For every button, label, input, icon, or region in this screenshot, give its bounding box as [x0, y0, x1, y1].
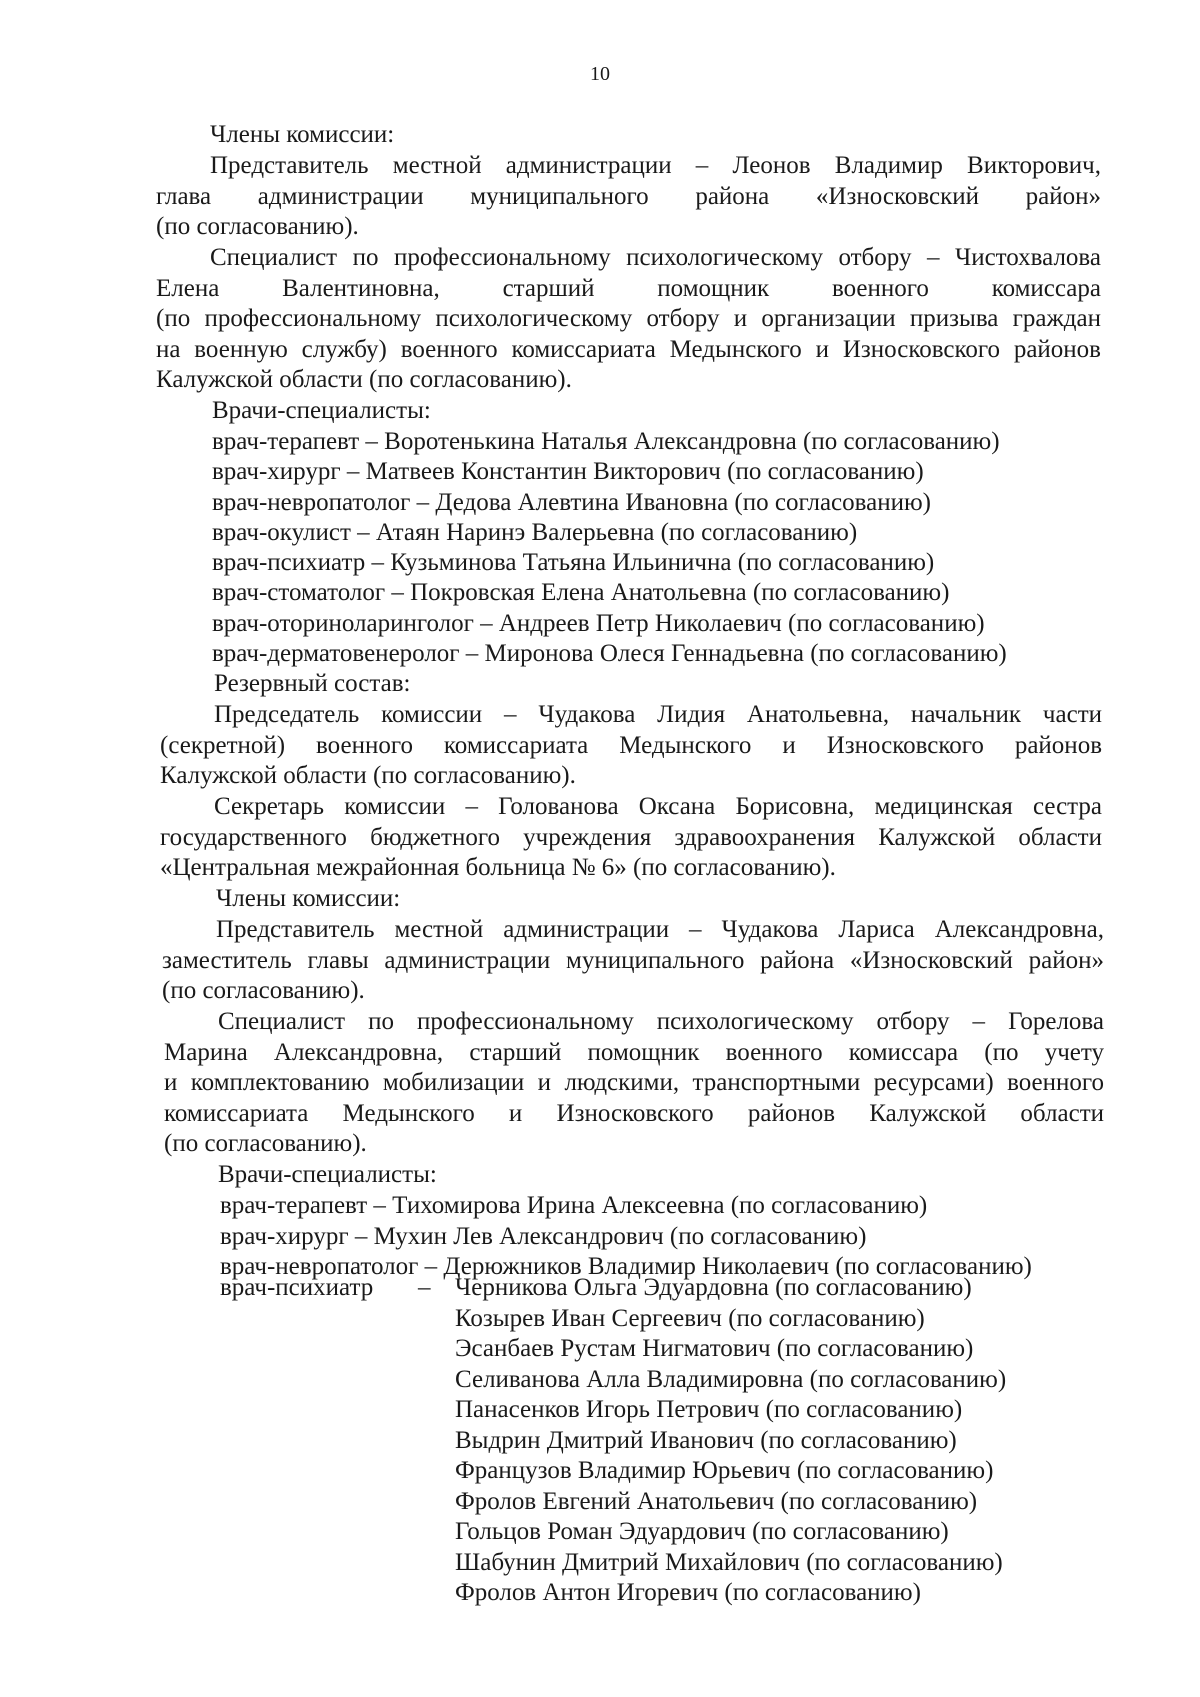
list-item: врач-оториноларинголог – Андреев Петр Николаевич (по согласованию) — [212, 609, 985, 637]
list-item: Фролов Антон Игоревич (по согласованию) — [455, 1579, 921, 1606]
doctors-list — [212, 427, 1007, 669]
list-item: Гольцов Роман Эдуардович (по согласованию) — [455, 1518, 949, 1545]
reserve-secretary: Секретарь комиссии – Голованова Оксана Борисовна, медицинская сестра государственного бюджетного учреждения здравоохранения Калужской области «Центральная межрайонная больница № 6» (по согласованию). — [160, 793, 1102, 881]
psychiatrist-dash: – — [418, 1274, 431, 1301]
list-item: врач-невропатолог – Дедова Алевтина Ивановна (по согласованию) — [212, 488, 931, 516]
admin-representative: Представитель местной администрации – Леонов Владимир Викторович, глава администрации муниципального района «Износковский район» (по согласованию). — [156, 152, 1101, 240]
list-item: врач-терапевт – Тихомирова Ирина Алексеевна (по согласованию) — [220, 1192, 928, 1219]
list-item: врач-хирург – Матвеев Константин Викторович (по согласованию) — [212, 458, 924, 486]
list-item: врач-хирург – Мухин Лев Александрович (по согласованию) — [220, 1222, 867, 1250]
psychiatrist-label: врач-психиатр — [220, 1274, 374, 1301]
reserve-admin-representative: Представитель местной администрации – Чудакова Лариса Александровна, заместитель главы администрации муниципального района «Износковский район» (по согласованию). — [162, 916, 1104, 1004]
list-item: Выдрин Дмитрий Иванович (по согласованию) — [455, 1426, 957, 1454]
list-item: Селиванова Алла Владимировна (по согласованию) — [455, 1365, 1007, 1393]
list-item: врач-стоматолог – Покровская Елена Анатольевна (по согласованию) — [212, 579, 950, 607]
psych-specialist: Специалист по профессиональному психологическому отбору – Чистохвалова Елена Валентиновна, старший помощник военного комиссара (по профессиональному психологическому отбору и организации призыва граждан на военную службу) военного комиссариата Медынского и Износковского районов Калужской области (по согласованию). — [156, 244, 1101, 393]
reserve-members-heading: Члены комиссии: — [216, 885, 401, 912]
psychiatrists-list — [455, 1273, 1006, 1609]
reserve-doctors-heading: Врачи-специалисты: — [218, 1161, 437, 1188]
list-item: врач-терапевт – Воротенькина Наталья Александровна (по согласованию) — [212, 428, 1000, 455]
list-item: Козырев Иван Сергеевич (по согласованию) — [455, 1304, 925, 1332]
list-item: Панасенков Игорь Петрович (по согласованию) — [455, 1396, 963, 1423]
list-item: Фролов Евгений Анатольевич (по согласованию) — [455, 1487, 978, 1515]
list-item: врач-окулист – Атаян Наринэ Валерьевна (по согласованию) — [212, 518, 858, 546]
reserve-psych-specialist: Специалист по профессиональному психологическому отбору – Горелова Марина Александровна, старший помощник военного комиссара (по учету и комплектованию мобилизации и людскими, транспортными ресурсами) военного комиссариата Медынского и Износковского районов Калужской области (по согласованию). — [164, 1008, 1104, 1157]
reserve-heading: Резервный состав: — [214, 670, 411, 697]
list-item: Шабунин Дмитрий Михайлович (по согласованию) — [455, 1548, 1003, 1576]
list-item: Французов Владимир Юрьевич (по согласованию) — [455, 1457, 994, 1484]
reserve-chair: Председатель комиссии – Чудакова Лидия Анатольевна, начальник части (секретной) военного комиссариата Медынского и Износковского районов Калужской области (по согласованию). — [160, 701, 1102, 789]
list-item: Эсанбаев Рустам Нигматович (по согласованию) — [455, 1335, 974, 1362]
list-item: врач-дерматовенеролог – Миронова Олеся Геннадьевна (по согласованию) — [212, 640, 1007, 668]
list-item: врач-невропатолог – Дерюжников Владимир Николаевич (по согласованию) — [220, 1253, 1032, 1280]
page-number: 10 — [590, 63, 610, 85]
doctors-heading: Врачи-специалисты: — [212, 397, 431, 424]
list-item: Черникова Ольга Эдуардовна (по согласованию) — [455, 1274, 972, 1301]
members-heading: Члены комиссии: — [210, 121, 395, 148]
list-item: врач-психиатр – Кузьминова Татьяна Ильинична (по согласованию) — [212, 549, 935, 577]
reserve-doctors-list — [220, 1191, 1032, 1283]
